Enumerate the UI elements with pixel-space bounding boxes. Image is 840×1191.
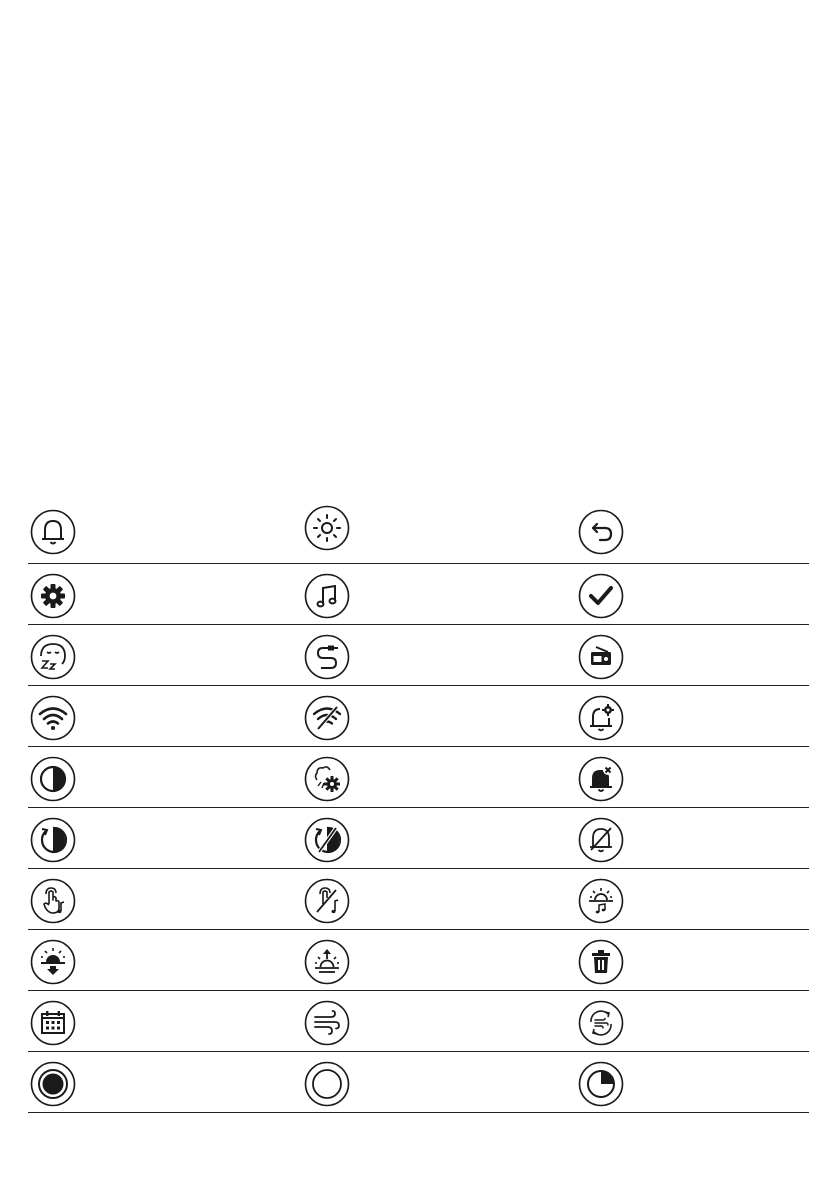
repeat-cycle-icon [578,1000,624,1046]
legend-row [28,564,809,625]
legend-cell [30,808,300,868]
legend-cell [30,686,300,746]
legend-cell [304,869,574,929]
timer-pie-icon [578,1061,624,1107]
legend-cell [304,1052,574,1112]
settings-gear-icon [30,573,76,619]
legend-row [28,869,809,930]
legend-cell [30,991,300,1051]
legend-row [28,747,809,808]
contrast-icon [30,756,76,802]
brightness-sun-icon [304,505,350,551]
legend-row [28,686,809,747]
legend-cell [578,991,840,1051]
legend-cell [578,930,840,990]
legend-cell [304,930,574,990]
legend-cell [578,747,840,807]
alarm-bell-icon [30,509,76,555]
legend-cell [304,625,574,685]
touch-sound-off-icon [304,878,350,924]
legend-row [28,930,809,991]
legend-cell [30,625,300,685]
legend-cell [578,869,840,929]
alarm-settings-icon [578,695,624,741]
aux-cable-icon [304,634,350,680]
legend-cell [578,625,840,685]
legend-cell [578,1052,840,1112]
legend-cell [578,503,840,563]
legend-row [28,808,809,869]
touch-sound-icon [30,878,76,924]
legend-cell [578,564,840,624]
alarm-dismissed-icon [578,756,624,802]
radio-icon [578,634,624,680]
delete-trash-icon [578,939,624,985]
legend-cell [30,564,300,624]
wifi-icon [30,695,76,741]
sunset-icon [30,939,76,985]
radio-unselected-icon [304,1061,350,1107]
wifi-off-icon [304,695,350,741]
legend-cell [304,686,574,746]
legend-cell [578,686,840,746]
light-settings-icon [304,756,350,802]
legend-row [28,503,809,564]
wind-down-icon [304,1000,350,1046]
legend-cell [578,808,840,868]
legend-cell [30,930,300,990]
sunrise-icon [304,939,350,985]
icon-legend-table [28,503,809,1113]
auto-dim-off-icon [304,817,350,863]
legend-cell [304,747,574,807]
legend-cell [304,564,574,624]
auto-dim-icon [30,817,76,863]
legend-cell [30,869,300,929]
confirm-check-icon [578,573,624,619]
legend-cell [304,808,574,868]
back-arrow-icon [578,509,624,555]
sunrise-sound-icon [578,878,624,924]
calendar-icon [30,1000,76,1046]
legend-cell [30,503,300,563]
sleep-snooze-icon [30,634,76,680]
legend-row [28,1052,809,1113]
legend-cell [304,503,574,563]
legend-cell [30,747,300,807]
legend-row [28,991,809,1052]
music-note-icon [304,573,350,619]
legend-cell [30,1052,300,1112]
alarm-off-icon [578,817,624,863]
legend-row [28,625,809,686]
legend-cell [304,991,574,1051]
radio-selected-icon [30,1061,76,1107]
